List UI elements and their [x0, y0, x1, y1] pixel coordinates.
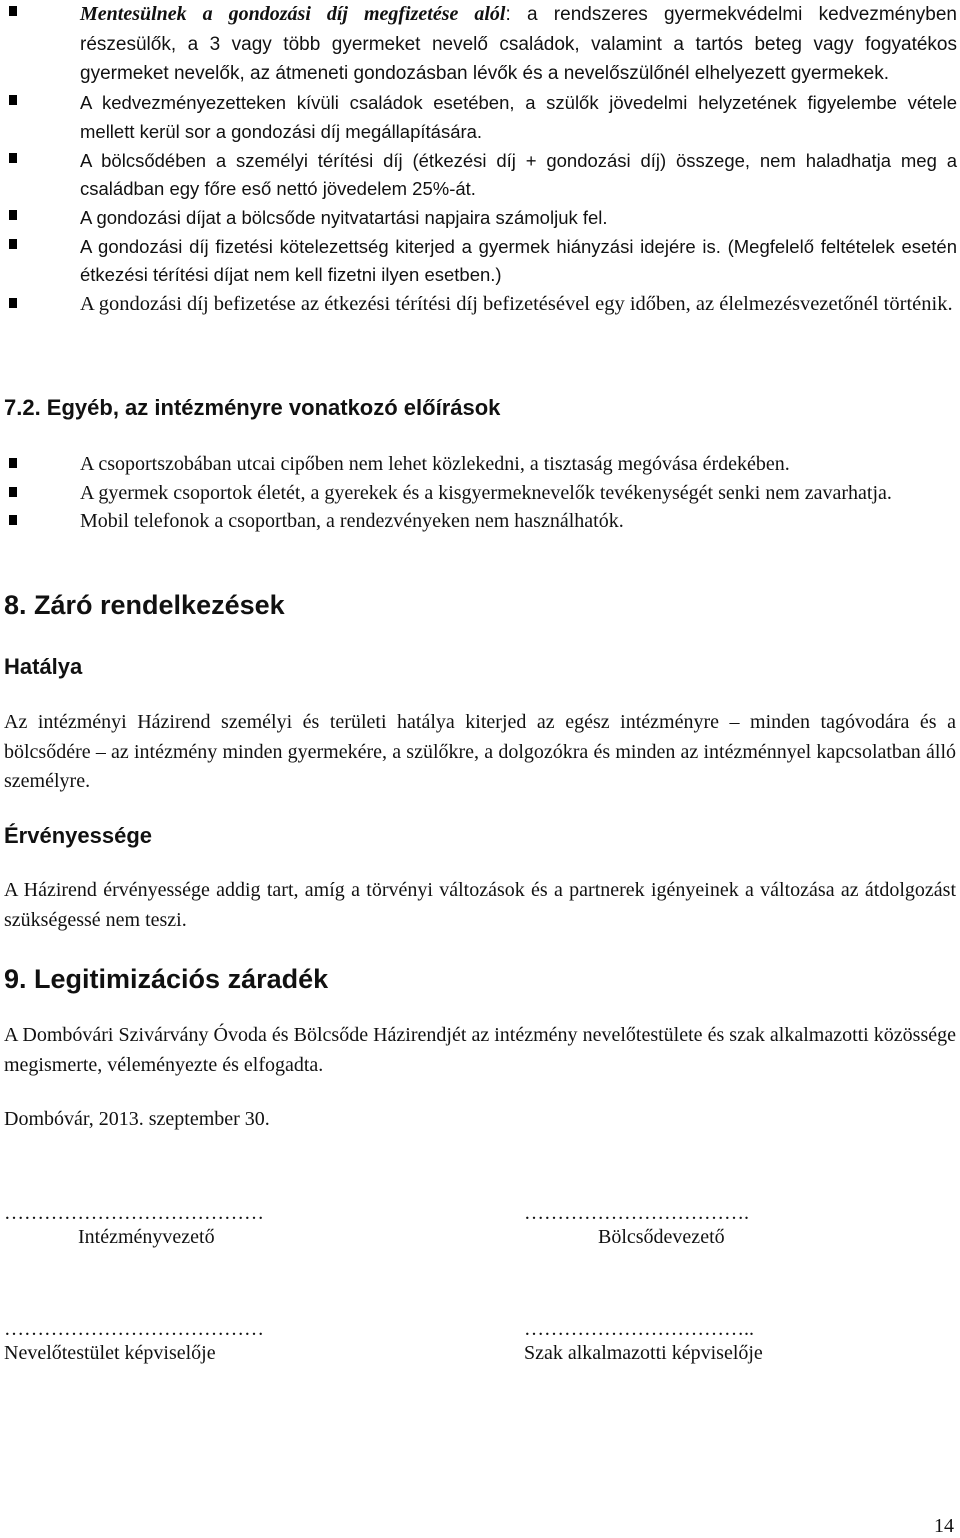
legitimization-paragraph: A Dombóvári Szivárvány Óvoda és Bölcsőde Házirendjét az intézmény nevelőtestülete és szak alkalmazotti közössége megismerte, véleményezte és elfogadta.	[4, 1024, 956, 1076]
signature-label: Bölcsődevezető	[598, 1226, 725, 1248]
square-bullet-icon	[9, 153, 17, 163]
page-number: 14	[934, 1515, 954, 1537]
section-heading-8: 8. Záró rendelkezések	[4, 590, 285, 620]
list-item-text: A kedvezményezetteken kívüli családok esetében, a szülők jövedelmi helyzetének figyelembe vétele mellett kerül sor a gondozási díj megállapítására.	[80, 92, 957, 142]
list-item	[0, 290, 960, 319]
list-item-text: A gondozási díj befizetése az étkezési térítési díj befizetésével egy időben, az élelmezésvezetőnél történik.	[80, 293, 953, 316]
square-bullet-icon	[9, 487, 17, 497]
list-item	[0, 204, 960, 233]
list-item	[0, 479, 960, 508]
square-bullet-icon	[9, 458, 17, 468]
subheading-ervenyesseg: Érvényessége	[4, 823, 152, 848]
list-item	[0, 147, 960, 204]
square-bullet-icon	[9, 515, 17, 525]
section-heading-7-2: 7.2. Egyéb, az intézményre vonatkozó előírások	[4, 395, 501, 420]
subheading-hatalya: Hatálya	[4, 654, 83, 679]
list-item-text: A gondozási díj fizetési kötelezettség kiterjed a gyermek hiányzási idejére is. (Megfelelő feltételek esetén étkezési térítési díjat nem kell fizetni ilyen esetben.)	[80, 235, 957, 286]
list-item-text: Mobil telefonok a csoportban, a rendezvényeken nem használhatók.	[80, 510, 624, 533]
list-item	[0, 507, 960, 536]
signature-line: ……………………………..	[524, 1318, 754, 1340]
square-bullet-icon	[9, 6, 17, 16]
signature-label: Szak alkalmazotti képviselője	[524, 1342, 763, 1364]
fee-rules-list	[0, 0, 960, 319]
square-bullet-icon	[9, 210, 17, 220]
signature-line: …………………………………	[4, 1202, 264, 1224]
list-item-text: A csoportszobában utcai cipőben nem lehet közlekedni, a tisztaság megóvása érdekében.	[80, 453, 790, 475]
list-item	[0, 0, 960, 89]
hatalya-paragraph: Az intézményi Házirend személyi és területi hatálya kiterjed az egész intézményre – minden tagóvodára és a bölcsődére – az intézmény minden gyermekére, a szülőkre, a dolgozókra és minden az intézménnyel kapcsolatban álló személyre.	[4, 711, 956, 792]
signature-label: Intézményvezető	[78, 1226, 215, 1248]
list-item-text: A gyermek csoportok életét, a gyerekek és a kisgyermeknevelők tevékenységét senki nem zavarhatja.	[80, 481, 892, 504]
section-heading-9: 9. Legitimizációs záradék	[4, 964, 329, 994]
signature-line: …………………………….	[524, 1202, 749, 1224]
place-date: Dombóvár, 2013. szeptember 30.	[4, 1108, 270, 1130]
list-item-text: A bölcsődében a személyi térítési díj (étkezési díj + gondozási díj) összege, nem haladhatja meg a családban egy főre eső nettó jövedelem 25%-át.	[80, 149, 957, 200]
signature-label: Nevelőtestület képviselője	[4, 1342, 216, 1364]
list-item-text: A gondozási díjat a bölcsőde nyitvatartási napjaira számoljuk fel.	[80, 206, 608, 228]
exemption-lead: Mentesülnek a gondozási díj megfizetése alól	[80, 3, 506, 25]
square-bullet-icon	[9, 239, 17, 249]
exemption-text: : a rendszeres gyermekvédelmi kedvezményben részesülők, a 3 vagy több gyermeket nevelő családok, valamint a tartós beteg vagy fogyatékos gyermeket nevelők, az átmeneti gondozásban lévők és a nevelőszülőnél elhelyezett gyermekek.	[80, 4, 958, 85]
list-item	[0, 89, 960, 146]
ervenyesseg-paragraph: A Házirend érvényessége addig tart, amíg a törvényi változások és a partnerek igényeinek a változása az átdolgozást szükségessé nem teszi.	[4, 879, 956, 931]
square-bullet-icon	[9, 298, 17, 308]
institution-rules-list	[0, 450, 960, 536]
signature-line: …………………………………	[4, 1318, 264, 1340]
list-item	[0, 450, 960, 479]
square-bullet-icon	[9, 95, 17, 105]
list-item	[0, 233, 960, 290]
